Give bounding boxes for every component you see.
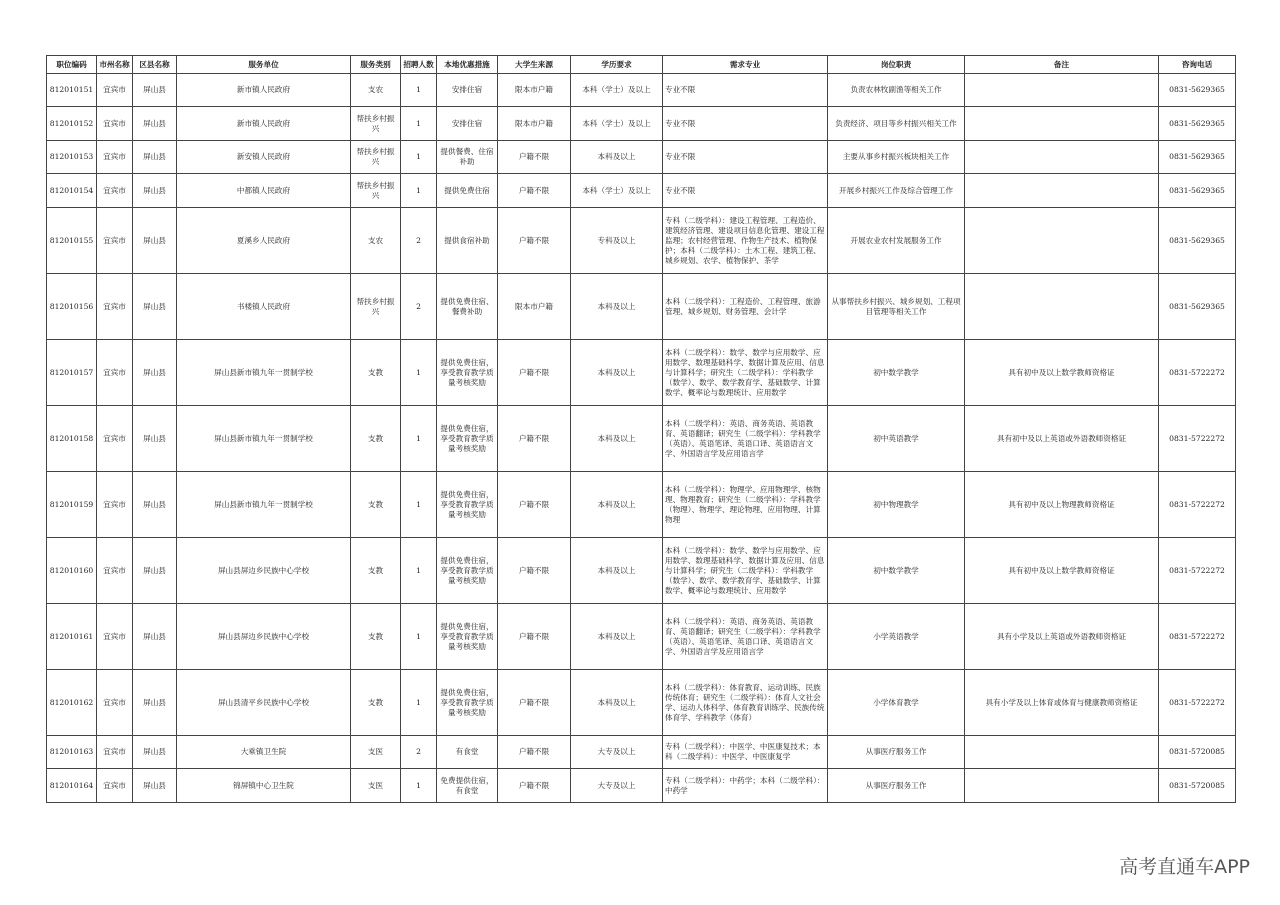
cell-county: 屏山县 — [133, 107, 177, 141]
cell-phone: 0831-5629365 — [1159, 274, 1236, 340]
cell-benefit: 提供餐费、住宿补助 — [437, 141, 498, 174]
cell-phone: 0831-5629365 — [1159, 107, 1236, 141]
cell-duty: 负责经济、项目等乡村振兴相关工作 — [828, 107, 965, 141]
cell-phone: 0831-5722272 — [1159, 340, 1236, 406]
cell-phone: 0831-5722272 — [1159, 406, 1236, 472]
cell-major: 专业不限 — [663, 141, 828, 174]
cell-benefit: 提供免费住宿，享受教育教学质量考核奖励 — [437, 406, 498, 472]
cell-benefit: 免费提供住宿，有食堂 — [437, 769, 498, 803]
table-row — [47, 208, 1236, 274]
cell-note: 具有初中及以上数学教师资格证 — [965, 538, 1159, 604]
cell-duty: 初中物理教学 — [828, 472, 965, 538]
table-row — [47, 538, 1236, 604]
cell-city: 宜宾市 — [97, 74, 133, 107]
header-benefit: 本地优惠措施 — [437, 56, 498, 74]
table-row — [47, 670, 1236, 736]
table-row — [47, 274, 1236, 340]
cell-major: 本科（二级学科）：英语、商务英语、英语教育、英语翻译；研究生（二级学科）：学科教学（英语）、英语笔译、英语口译、英语语言文学、外国语言学及应用语言学 — [663, 406, 828, 472]
header-county: 区县名称 — [133, 56, 177, 74]
cell-unit: 锦屏镇中心卫生院 — [177, 769, 351, 803]
cell-education: 大专及以上 — [571, 769, 663, 803]
table-row — [47, 769, 1236, 803]
cell-benefit: 安排住宿 — [437, 107, 498, 141]
cell-duty: 小学英语教学 — [828, 604, 965, 670]
cell-phone: 0831-5722272 — [1159, 472, 1236, 538]
cell-count: 1 — [401, 174, 437, 208]
cell-source: 限本市户籍 — [498, 274, 571, 340]
cell-code: 812010162 — [47, 670, 97, 736]
cell-category: 支教 — [351, 340, 401, 406]
cell-duty: 从事帮扶乡村振兴、城乡规划、工程项目管理等相关工作 — [828, 274, 965, 340]
table-row — [47, 174, 1236, 208]
cell-code: 812010152 — [47, 107, 97, 141]
cell-major: 专科（二级学科）：中药学；本科（二级学科）：中药学 — [663, 769, 828, 803]
cell-major: 专业不限 — [663, 174, 828, 208]
cell-note: 具有初中及以上物理教师资格证 — [965, 472, 1159, 538]
cell-phone: 0831-5720085 — [1159, 769, 1236, 803]
cell-education: 本科及以上 — [571, 472, 663, 538]
cell-note — [965, 107, 1159, 141]
cell-city: 宜宾市 — [97, 736, 133, 769]
cell-unit: 大乘镇卫生院 — [177, 736, 351, 769]
cell-city: 宜宾市 — [97, 670, 133, 736]
header-phone: 咨询电话 — [1159, 56, 1236, 74]
cell-benefit: 提供免费住宿，享受教育教学质量考核奖励 — [437, 670, 498, 736]
cell-phone: 0831-5722272 — [1159, 670, 1236, 736]
cell-note — [965, 769, 1159, 803]
cell-education: 本科及以上 — [571, 406, 663, 472]
table-row — [47, 406, 1236, 472]
cell-note: 具有小学及以上英语或外语教师资格证 — [965, 604, 1159, 670]
cell-city: 宜宾市 — [97, 274, 133, 340]
cell-source: 户籍不限 — [498, 340, 571, 406]
header-duty: 岗位职责 — [828, 56, 965, 74]
cell-county: 屏山县 — [133, 769, 177, 803]
table-row — [47, 736, 1236, 769]
cell-major: 本科（二级学科）：物理学、应用物理学、核物理、物理教育；研究生（二级学科）：学科教学（物理）、物理学、理论物理、应用物理、计算物理 — [663, 472, 828, 538]
cell-code: 812010151 — [47, 74, 97, 107]
cell-duty: 从事医疗服务工作 — [828, 736, 965, 769]
cell-note — [965, 141, 1159, 174]
cell-code: 812010158 — [47, 406, 97, 472]
cell-code: 812010157 — [47, 340, 97, 406]
cell-code: 812010154 — [47, 174, 97, 208]
cell-source: 户籍不限 — [498, 604, 571, 670]
watermark-text: 高考直通车APP — [1119, 856, 1250, 878]
cell-city: 宜宾市 — [97, 174, 133, 208]
header-code: 职位编码 — [47, 56, 97, 74]
cell-count: 1 — [401, 670, 437, 736]
cell-unit: 屏山县清平乡民族中心学校 — [177, 670, 351, 736]
cell-county: 屏山县 — [133, 141, 177, 174]
cell-unit: 夏溪乡人民政府 — [177, 208, 351, 274]
cell-benefit: 提供免费住宿，享受教育教学质量考核奖励 — [437, 340, 498, 406]
cell-major: 本科（二级学科）：数学、数学与应用数学、应用数学、数理基础科学、数据计算及应用、信息与计算科学；研究生（二级学科）：学科教学（数学）、数学、数学教育学、基础数学、计算数学、概率论与数理统计、应用数学 — [663, 538, 828, 604]
cell-category: 帮扶乡村振兴 — [351, 274, 401, 340]
cell-note — [965, 208, 1159, 274]
header-unit: 服务单位 — [177, 56, 351, 74]
cell-benefit: 有食堂 — [437, 736, 498, 769]
cell-education: 本科及以上 — [571, 670, 663, 736]
cell-unit: 屏山县屏边乡民族中心学校 — [177, 604, 351, 670]
header-category: 服务类别 — [351, 56, 401, 74]
cell-benefit: 提供免费住宿，享受教育教学质量考核奖励 — [437, 538, 498, 604]
cell-county: 屏山县 — [133, 74, 177, 107]
cell-education: 本科（学士）及以上 — [571, 74, 663, 107]
cell-count: 1 — [401, 340, 437, 406]
cell-category: 支医 — [351, 736, 401, 769]
cell-major: 专业不限 — [663, 107, 828, 141]
table-row — [47, 141, 1236, 174]
cell-education: 专科及以上 — [571, 208, 663, 274]
cell-category: 支教 — [351, 538, 401, 604]
cell-city: 宜宾市 — [97, 208, 133, 274]
cell-note — [965, 736, 1159, 769]
cell-county: 屏山县 — [133, 174, 177, 208]
header-education: 学历要求 — [571, 56, 663, 74]
header-note: 备注 — [965, 56, 1159, 74]
table-row — [47, 107, 1236, 141]
cell-major: 本科（二级学科）：工程造价、工程管理、旅游管理、城乡规划、财务管理、会计学 — [663, 274, 828, 340]
cell-note — [965, 74, 1159, 107]
table-row — [47, 340, 1236, 406]
cell-category: 帮扶乡村振兴 — [351, 141, 401, 174]
cell-major: 专业不限 — [663, 74, 828, 107]
header-source: 大学生来源 — [498, 56, 571, 74]
cell-note — [965, 274, 1159, 340]
recruitment-table — [46, 55, 1236, 803]
cell-code: 812010156 — [47, 274, 97, 340]
cell-source: 户籍不限 — [498, 670, 571, 736]
cell-count: 1 — [401, 538, 437, 604]
cell-category: 支教 — [351, 670, 401, 736]
cell-unit: 屏山县新市镇九年一贯制学校 — [177, 340, 351, 406]
cell-source: 户籍不限 — [498, 208, 571, 274]
cell-benefit: 提供免费住宿、餐费补助 — [437, 274, 498, 340]
cell-unit: 新市镇人民政府 — [177, 74, 351, 107]
cell-duty: 负责农林牧副渔等相关工作 — [828, 74, 965, 107]
cell-education: 本科及以上 — [571, 141, 663, 174]
cell-category: 支教 — [351, 604, 401, 670]
cell-count: 1 — [401, 107, 437, 141]
cell-county: 屏山县 — [133, 406, 177, 472]
cell-duty: 开展乡村振兴工作及综合管理工作 — [828, 174, 965, 208]
cell-duty: 主要从事乡村振兴板块相关工作 — [828, 141, 965, 174]
cell-category: 帮扶乡村振兴 — [351, 107, 401, 141]
cell-category: 支教 — [351, 472, 401, 538]
table-row — [47, 604, 1236, 670]
cell-code: 812010160 — [47, 538, 97, 604]
cell-unit: 屏山县屏边乡民族中心学校 — [177, 538, 351, 604]
cell-duty: 初中数学教学 — [828, 538, 965, 604]
cell-education: 本科及以上 — [571, 538, 663, 604]
cell-count: 2 — [401, 208, 437, 274]
cell-phone: 0831-5629365 — [1159, 174, 1236, 208]
cell-source: 限本市户籍 — [498, 74, 571, 107]
cell-count: 1 — [401, 769, 437, 803]
cell-duty: 小学体育教学 — [828, 670, 965, 736]
header-row — [47, 56, 1236, 74]
cell-note: 具有初中及以上英语或外语教师资格证 — [965, 406, 1159, 472]
cell-education: 本科及以上 — [571, 604, 663, 670]
cell-code: 812010163 — [47, 736, 97, 769]
cell-source: 户籍不限 — [498, 406, 571, 472]
cell-city: 宜宾市 — [97, 406, 133, 472]
cell-source: 户籍不限 — [498, 174, 571, 208]
cell-county: 屏山县 — [133, 340, 177, 406]
cell-count: 1 — [401, 74, 437, 107]
cell-benefit: 安排住宿 — [437, 74, 498, 107]
cell-unit: 屏山县新市镇九年一贯制学校 — [177, 406, 351, 472]
cell-code: 812010164 — [47, 769, 97, 803]
header-major: 需求专业 — [663, 56, 828, 74]
cell-county: 屏山县 — [133, 274, 177, 340]
cell-city: 宜宾市 — [97, 472, 133, 538]
cell-education: 本科及以上 — [571, 274, 663, 340]
cell-code: 812010161 — [47, 604, 97, 670]
cell-county: 屏山县 — [133, 208, 177, 274]
cell-category: 支农 — [351, 208, 401, 274]
cell-note: 具有初中及以上数学教师资格证 — [965, 340, 1159, 406]
cell-education: 大专及以上 — [571, 736, 663, 769]
cell-category: 支农 — [351, 74, 401, 107]
cell-duty: 初中英语教学 — [828, 406, 965, 472]
cell-code: 812010153 — [47, 141, 97, 174]
cell-phone: 0831-5722272 — [1159, 538, 1236, 604]
cell-note: 具有小学及以上体育或体育与健康教师资格证 — [965, 670, 1159, 736]
cell-duty: 开展农业农村发展服务工作 — [828, 208, 965, 274]
cell-unit: 中都镇人民政府 — [177, 174, 351, 208]
cell-source: 户籍不限 — [498, 472, 571, 538]
cell-county: 屏山县 — [133, 472, 177, 538]
cell-duty: 从事医疗服务工作 — [828, 769, 965, 803]
cell-major: 本科（二级学科）：体育教育、运动训练、民族传统体育；研究生（二级学科）：体育人文社会学、运动人体科学、体育教育训练学、民族传统体育学、学科教学（体育） — [663, 670, 828, 736]
cell-phone: 0831-5629365 — [1159, 141, 1236, 174]
header-city: 市州名称 — [97, 56, 133, 74]
cell-unit: 屏山县新市镇九年一贯制学校 — [177, 472, 351, 538]
cell-benefit: 提供免费住宿，享受教育教学质量考核奖励 — [437, 472, 498, 538]
cell-phone: 0831-5629365 — [1159, 208, 1236, 274]
cell-source: 户籍不限 — [498, 769, 571, 803]
cell-education: 本科（学士）及以上 — [571, 107, 663, 141]
cell-count: 1 — [401, 141, 437, 174]
cell-county: 屏山县 — [133, 538, 177, 604]
cell-city: 宜宾市 — [97, 538, 133, 604]
cell-count: 2 — [401, 274, 437, 340]
cell-count: 1 — [401, 604, 437, 670]
table-body — [47, 74, 1236, 803]
cell-source: 户籍不限 — [498, 141, 571, 174]
table-row — [47, 472, 1236, 538]
cell-phone: 0831-5720085 — [1159, 736, 1236, 769]
cell-city: 宜宾市 — [97, 769, 133, 803]
table-row — [47, 74, 1236, 107]
cell-major: 专科（二级学科）：中医学、中医康复技术；本科（二级学科）：中医学、中医康复学 — [663, 736, 828, 769]
header-count: 招聘人数 — [401, 56, 437, 74]
cell-major: 专科（二级学科）：建设工程管理、工程造价、建筑经济管理、建设项目信息化管理、建设工程监理；农村经营管理、作物生产技术、植物保护；本科（二级学科）：土木工程、建筑工程、城乡规划、农学、植物保护、茶学 — [663, 208, 828, 274]
cell-phone: 0831-5629365 — [1159, 74, 1236, 107]
cell-category: 帮扶乡村振兴 — [351, 174, 401, 208]
cell-unit: 新市镇人民政府 — [177, 107, 351, 141]
cell-benefit: 提供免费住宿 — [437, 174, 498, 208]
cell-city: 宜宾市 — [97, 107, 133, 141]
cell-unit: 书楼镇人民政府 — [177, 274, 351, 340]
cell-county: 屏山县 — [133, 736, 177, 769]
cell-unit: 新安镇人民政府 — [177, 141, 351, 174]
cell-major: 本科（二级学科）：数学、数学与应用数学、应用数学、数理基础科学、数据计算及应用、信息与计算科学；研究生（二级学科）：学科教学（数学）、数学、数学教育学、基础数学、计算数学、概率论与数理统计、应用数学 — [663, 340, 828, 406]
cell-note — [965, 174, 1159, 208]
cell-category: 支医 — [351, 769, 401, 803]
cell-count: 1 — [401, 406, 437, 472]
cell-source: 户籍不限 — [498, 538, 571, 604]
cell-duty: 初中数学教学 — [828, 340, 965, 406]
cell-benefit: 提供食宿补助 — [437, 208, 498, 274]
cell-county: 屏山县 — [133, 604, 177, 670]
cell-city: 宜宾市 — [97, 141, 133, 174]
cell-education: 本科（学士）及以上 — [571, 174, 663, 208]
cell-count: 2 — [401, 736, 437, 769]
cell-phone: 0831-5722272 — [1159, 604, 1236, 670]
cell-city: 宜宾市 — [97, 340, 133, 406]
cell-major: 本科（二级学科）：英语、商务英语、英语教育、英语翻译；研究生（二级学科）：学科教学（英语）、英语笔译、英语口译、英语语言文学、外国语言学及应用语言学 — [663, 604, 828, 670]
cell-source: 限本市户籍 — [498, 107, 571, 141]
cell-county: 屏山县 — [133, 670, 177, 736]
cell-source: 户籍不限 — [498, 736, 571, 769]
cell-category: 支教 — [351, 406, 401, 472]
cell-benefit: 提供免费住宿，享受教育教学质量考核奖励 — [437, 604, 498, 670]
cell-code: 812010159 — [47, 472, 97, 538]
cell-city: 宜宾市 — [97, 604, 133, 670]
cell-count: 1 — [401, 472, 437, 538]
cell-code: 812010155 — [47, 208, 97, 274]
cell-education: 本科及以上 — [571, 340, 663, 406]
